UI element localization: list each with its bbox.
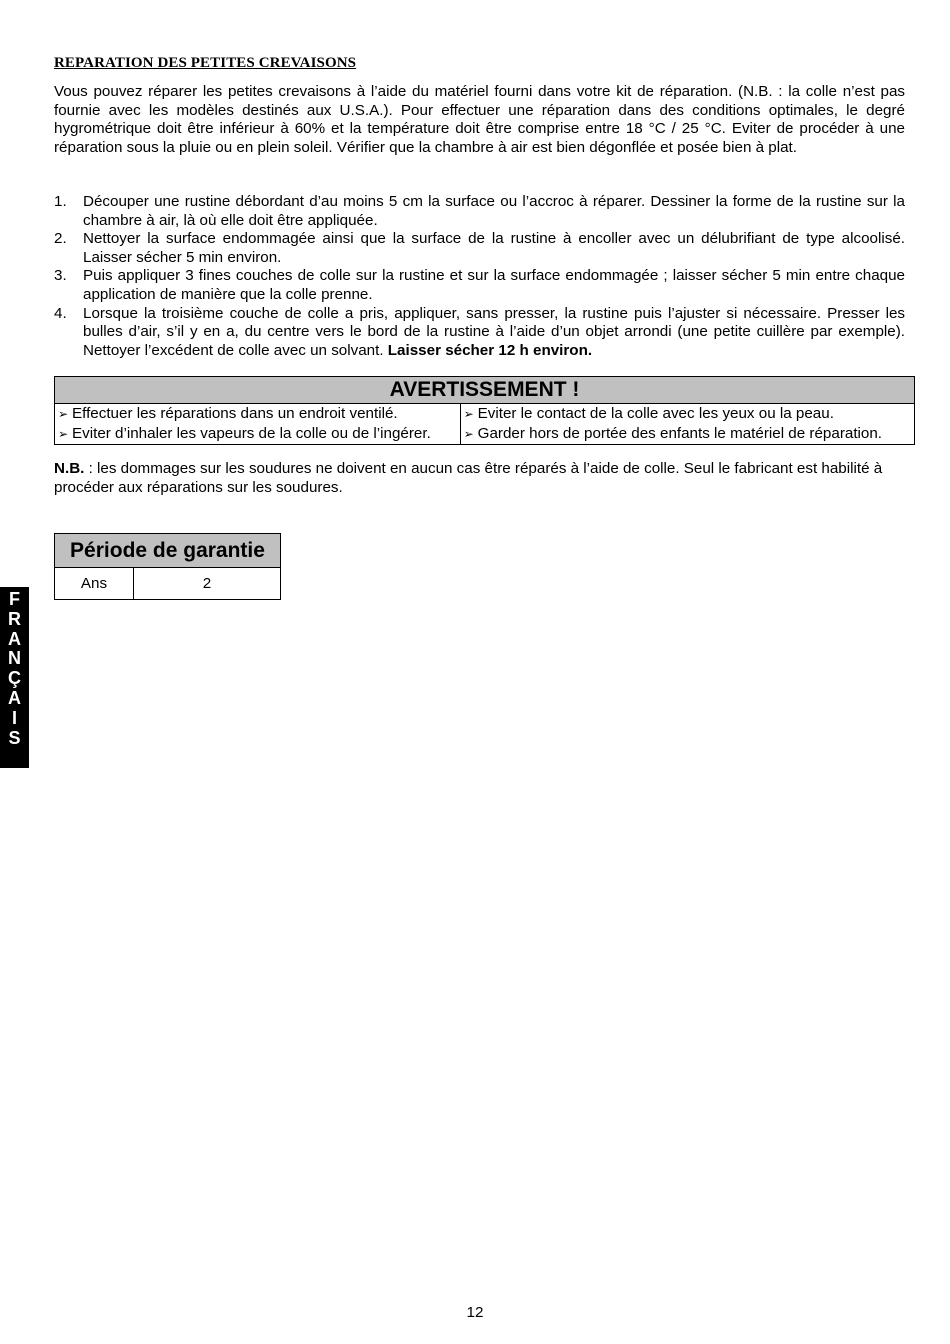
warning-item: ➢ Garder hors de portée des enfants le matériel de réparation. [463,425,883,442]
side-tab-letter: A [8,628,21,649]
side-tab-letter: I [11,707,17,728]
side-tab-letter: A [8,687,21,708]
nb-label: N.B. [54,460,85,477]
warning-table [54,376,915,445]
step-text: Lorsque la troisième couche de colle a pris, appliquer, sans presser, la rustine puis l’ajuster si nécessaire. Presser les bulles d’air, s’il y en a, du centre vers le bord de la rustine à l’aide d’un objet arrondi (une petite cuillère par exemple). Nettoyer l’excédent de colle avec un solvant. [83,304,905,359]
side-tab-letter: N [8,648,21,669]
warranty-value: 2 [134,568,281,600]
step-number: 2. [54,230,67,248]
intro-paragraph: Vous pouvez réparer les petites crevaisons à l’aide du matériel fourni dans votre kit de réparation. (N.B. : la colle n’est pas fournie avec les modèles destinés aux U.S.A.). Pour effectuer une réparation dans des conditions optimales, le degré hygrométrique doit être inférieur à 60% et la température doit être comprise entre 18 °C / 25 °C. Eviter de procéder à une réparation sous la pluie ou en plein soleil. Vérifier que la chambre à air est bien dégonflée et posée bien à plat. [54,83,905,156]
side-tab-letter: R [8,608,21,629]
step-item [54,267,905,304]
arrow-bullet-icon: ➢ [58,427,69,441]
step-item [54,305,905,361]
warning-left-cell [55,404,461,445]
step-text: Découper une rustine débordant d’au moins 5 cm la surface ou l’accroc à réparer. Dessiner la forme de la rustine sur la chambre à air, là où elle doit être appliquée. [83,193,905,229]
arrow-bullet-icon: ➢ [463,427,474,441]
language-side-tab [0,587,29,768]
step-number: 4. [54,304,67,322]
warranty-label: Ans [55,568,134,600]
arrow-bullet-icon: ➢ [58,407,69,421]
page-number: 12 [466,1304,484,1321]
step-bold-suffix: Laisser sécher 12 h environ. [387,341,593,359]
side-tab-letter: F [9,589,20,609]
repair-steps-list [54,193,905,360]
warranty-title: Période de garantie [55,534,281,568]
warranty-table [54,533,281,600]
warning-title: AVERTISSEMENT ! [55,377,915,404]
warning-right-cell [460,404,914,445]
side-tab-letter: Ç [8,668,21,689]
step-text: Nettoyer la surface endommagée ainsi que la surface de la rustine à encoller avec un délubrifiant de type alcoolisé. Laisser sécher 5 min environ. [83,230,905,266]
step-item [54,230,905,267]
warning-item: ➢ Effectuer les réparations dans un endroit ventilé. [58,405,398,422]
step-number: 3. [54,267,67,285]
warning-item: ➢ Eviter d’inhaler les vapeurs de la colle ou de l’ingérer. [58,425,431,442]
nb-note [54,460,905,497]
step-item [54,193,905,230]
side-tab-letter: S [8,727,21,748]
arrow-bullet-icon: ➢ [463,407,474,421]
step-number: 1. [54,193,67,210]
step-text: Puis appliquer 3 fines couches de colle sur la rustine et sur la surface endommagée ; laisser sécher 5 min entre chaque application de manière que la colle prenne. [83,267,905,303]
warning-item: ➢ Eviter le contact de la colle avec les yeux ou la peau. [463,405,834,422]
nb-text: : les dommages sur les soudures ne doivent en aucun cas être réparés à l’aide de colle. Seul le fabricant est habilité à procéder aux réparations sur les soudures. [54,460,883,496]
section-title: REPARATION DES PETITES CREVAISONS [54,55,357,71]
